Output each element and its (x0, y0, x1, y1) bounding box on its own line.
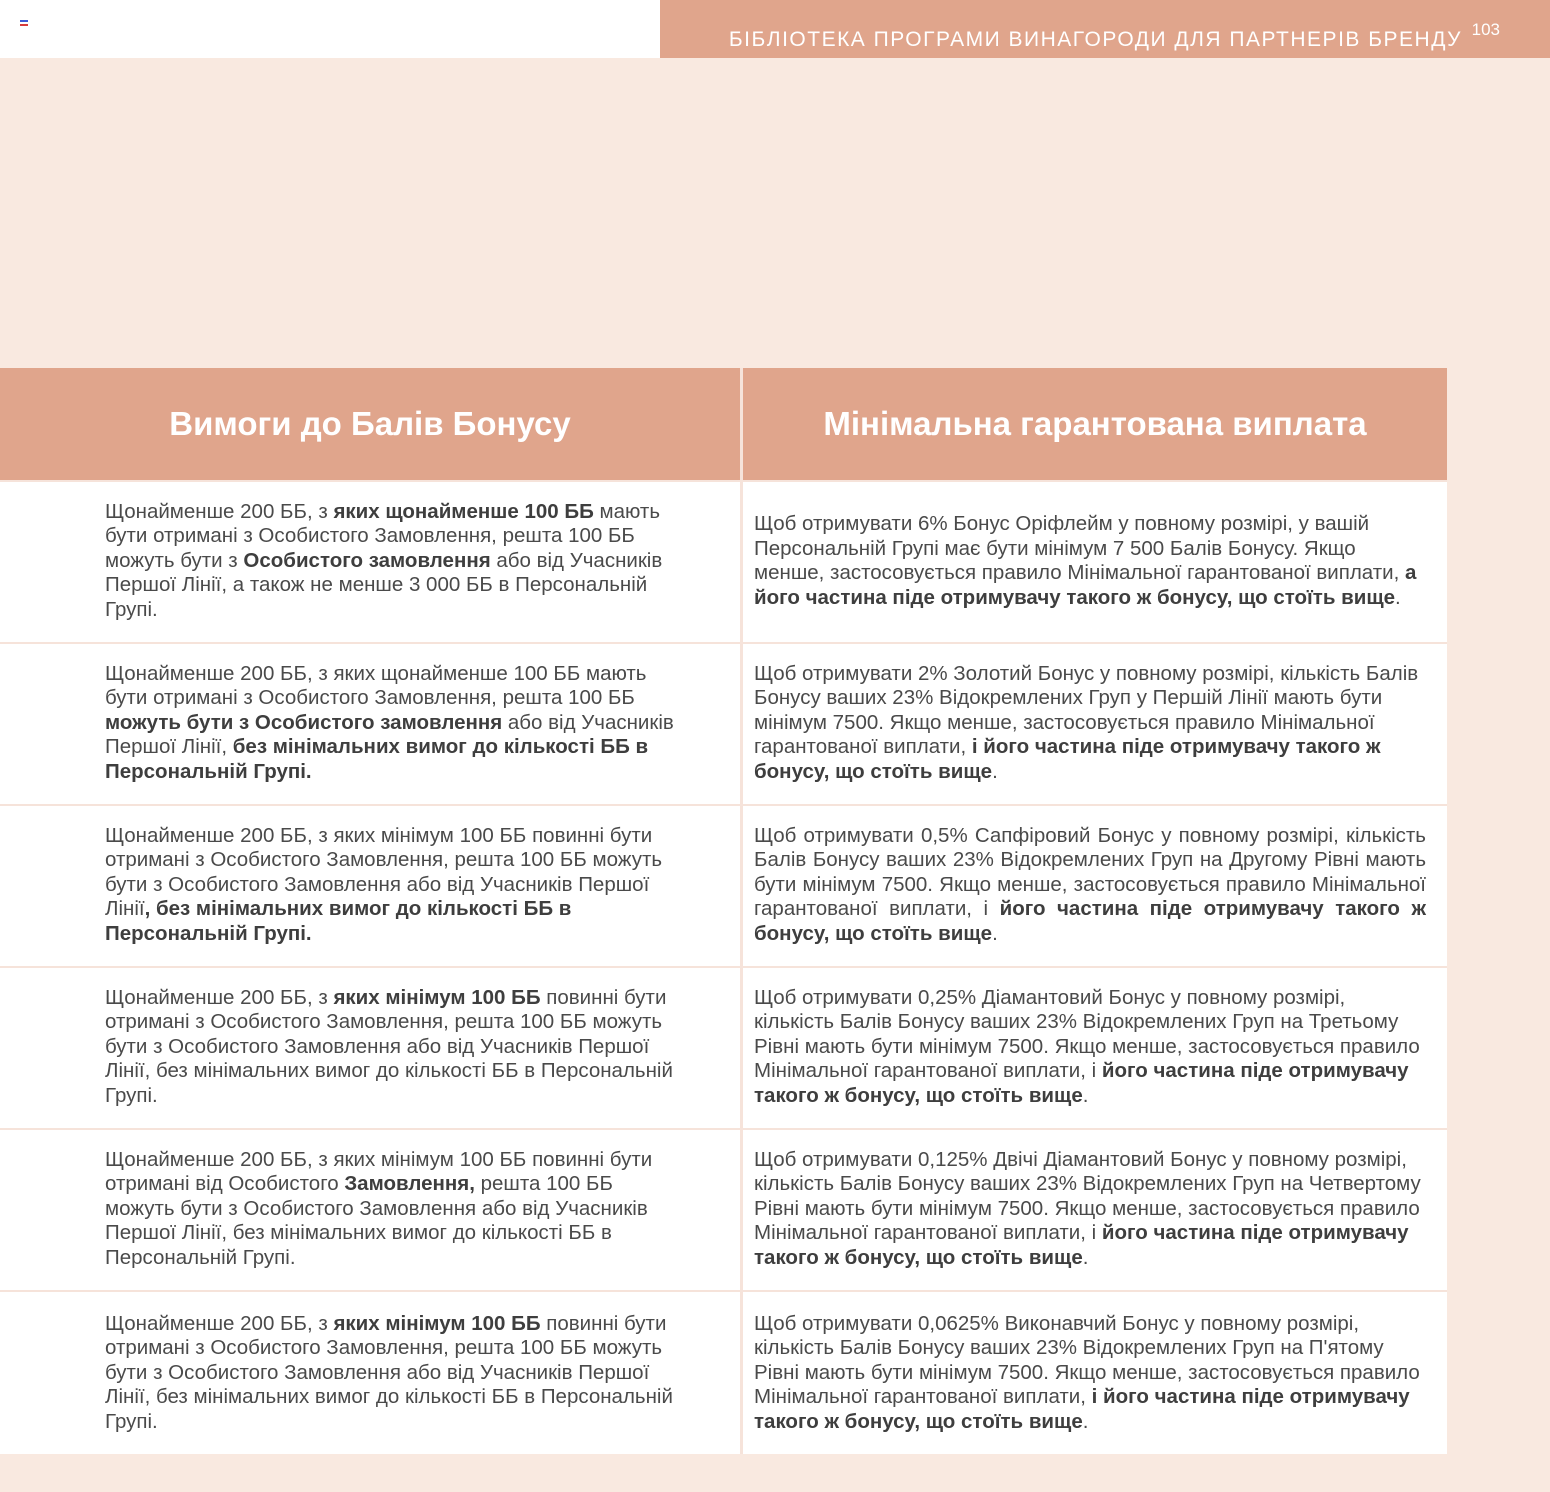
minimum-payout-cell: Щоб отримувати 0,25% Діамантовий Бонус у повному розмірі, кількість Балів Бонусу ваших 23% Відокремлених Груп на Третьому Рівні мають бути мінімум 7500. Якщо менше, застосовується правило Мінімальної гарантованої виплати, і його частина піде отримувачу такого ж бонусу, що стоїть вище. (754, 985, 1420, 1107)
bonus-table (0, 368, 1447, 1454)
minimum-payout-cell: Щоб отримувати 0,5% Сапфіровий Бонус у повному розмірі, кількість Балів Бонусу ваших 23% Відокремлених Груп на Другому Рівні мають бути мінімум 7500. Якщо менше, застосовується правило Мінімальної гарантованої виплати, і його частина піде отримувачу такого ж бонусу, що стоїть вище. (754, 823, 1426, 945)
minimum-payout-cell: Щоб отримувати 0,125% Двічі Діамантовий Бонус у повному розмірі, кількість Балів Бонусу ваших 23% Відокремлених Груп на Четвертому Рівні мають бути мінімум 7500. Якщо менше, застосовується правило Мінімальної гарантованої виплати, і його частина піде отримувачу такого ж бонусу, що стоїть вище. (754, 1147, 1421, 1269)
requirement-cell: Щонайменше 200 ББ, з яких щонайменше 100 ББ мають бути отримані з Особистого Замовлення, решта 100 ББ можуть бути з Особистого замовлення або від Учасників Першої Лінії, без мінімальних вимог до кількості ББ в Персональній Групі. (105, 661, 674, 783)
flag-icon (20, 20, 28, 26)
table-row (0, 480, 1447, 640)
minimum-payout-cell: Щоб отримувати 2% Золотий Бонус у повному розмірі, кількість Балів Бонусу ваших 23% Відокремлених Груп у Першій Лінії мають бути мінімум 7500. Якщо менше, застосовується правило Мінімальної гарантованої виплати, і його частина піде отримувачу такого ж бонусу, що стоїть вище. (754, 661, 1419, 783)
minimum-payout-cell: Щоб отримувати 0,0625% Виконавчий Бонус у повному розмірі, кількість Балів Бонусу ваших 23% Відокремлених Груп на П'ятому Рівні мають бути мінімум 7500. Якщо менше, застосовується правило Мінімальної гарантованої виплати, і його частина піде отримувачу такого ж бонусу, що стоїть вище. (754, 1311, 1420, 1433)
table-row (0, 1290, 1447, 1454)
table-header (0, 368, 1447, 480)
minimum-payout-cell: Щоб отримувати 6% Бонус Оріфлейм у повному розмірі, у вашій Персональній Групі має бути мінімум 7 500 Балів Бонусу. Якщо менше, застосовується правило Мінімальної гарантованої виплати, а його частина піде отримувачу такого ж бонусу, що стоїть вище. (754, 512, 1417, 609)
top-white-band (0, 0, 660, 58)
requirement-cell: Щонайменше 200 ББ, з яких мінімум 100 ББ повинні бути отримані з Особистого Замовлення, решта 100 ББ можуть бути з Особистого Замовлення або від Учасників Першої Лінії, без мінімальних вимог до кількості ББ в Персональній Групі. (105, 985, 673, 1107)
requirement-cell: Щонайменше 200 ББ, з яких мінімум 100 ББ повинні бути отримані від Особистого Замовлення, решта 100 ББ можуть бути з Особистого Замовлення або від Учасників Першої Лінії, без мінімальних вимог до кількості ББ в Персональній Групі. (105, 1147, 653, 1269)
table-row (0, 1128, 1447, 1288)
header-title: БІБЛІОТЕКА ПРОГРАМИ ВИНАГОРОДИ ДЛЯ ПАРТНЕРІВ БРЕНДУ (728, 28, 1462, 51)
table-row (0, 642, 1447, 802)
header-minimum-payout: Мінімальна гарантована виплата (743, 368, 1447, 480)
requirement-cell: Щонайменше 200 ББ, з яких щонайменше 100 ББ мають бути отримані з Особистого Замовлення, решта 100 ББ можуть бути з Особистого замовлення або від Учасників Першої Лінії, а також не менше 3 000 ББ в Персональній Групі. (105, 499, 663, 621)
table-row (0, 804, 1447, 964)
page-number: 103 (1471, 20, 1500, 39)
requirement-cell: Щонайменше 200 ББ, з яких мінімум 100 ББ повинні бути отримані з Особистого Замовлення, решта 100 ББ можуть бути з Особистого Замовлення або від Учасників Першої Лінії, без мінімальних вимог до кількості ББ в Персональній Групі. (105, 1311, 673, 1433)
header-requirements: Вимоги до Балів Бонусу (0, 368, 740, 480)
requirement-cell: Щонайменше 200 ББ, з яких мінімум 100 ББ повинні бути отримані з Особистого Замовлення, решта 100 ББ можуть бути з Особистого Замовлення або від Учасників Першої Лінії, без мінімальних вимог до кількості ББ в Персональній Групі. (105, 823, 663, 945)
table-row (0, 966, 1447, 1126)
header-band (660, 0, 1550, 58)
